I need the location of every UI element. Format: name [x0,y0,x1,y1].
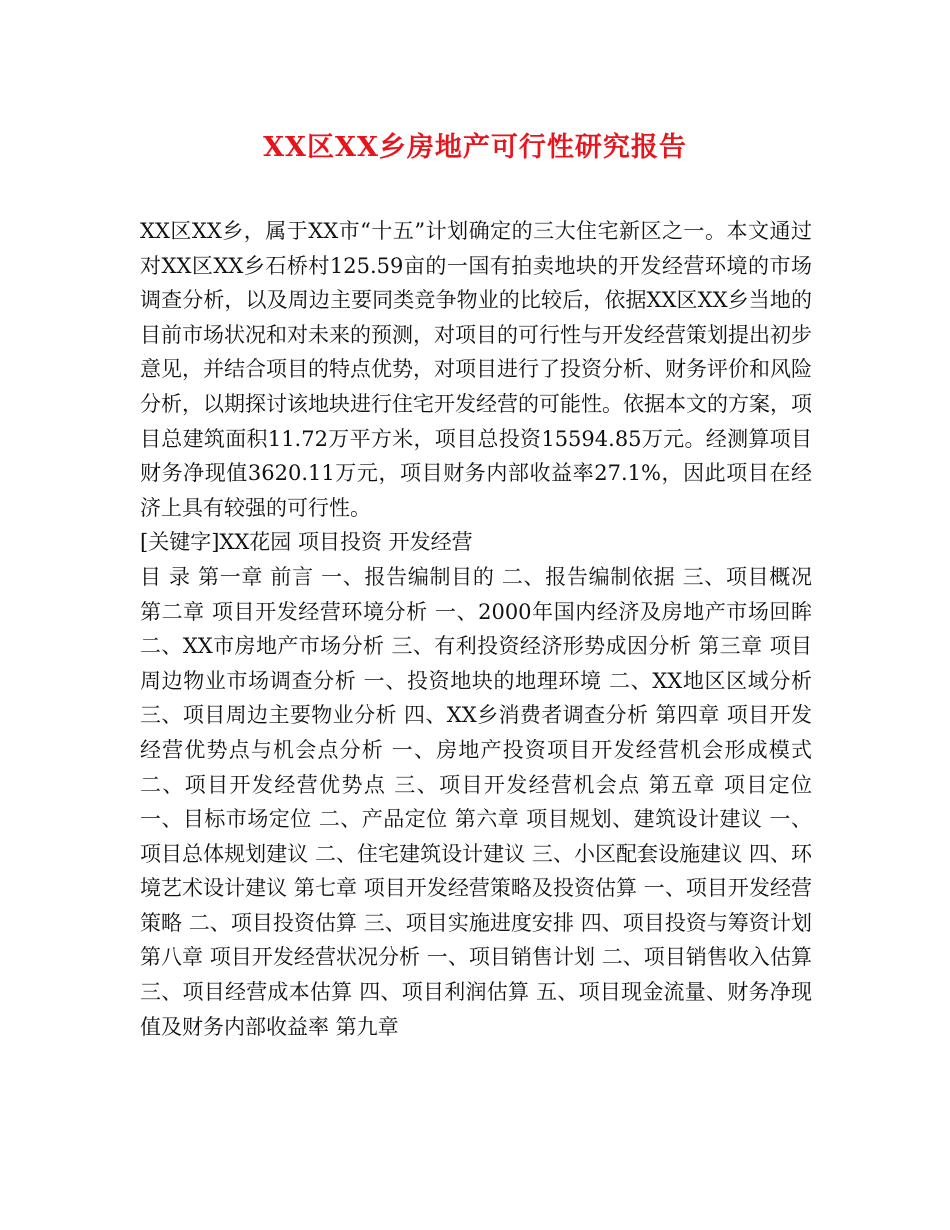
document-title: XX区XX乡房地产可行性研究报告 [263,132,687,163]
abstract-paragraph: XX区XX乡，属于XX市“十五”计划确定的三大住宅新区之一。本文通过对XX区XX乡石桥村125.59亩的一国有拍卖地块的开发经营环境的市场调查分析，以及周边主要同类竞争物业的比较后，依据XX区XX乡当地的目前市场状况和对未来的预测，对项目的可行性与开发经营策划提出初步意见，并结合项目的特点优势，对项目进行了投资分析、财务评价和风险分析，以期探讨该地块进行住宅开发经营的可能性。依据本文的方案，项目总建筑面积11.72万平方米，项目总投资15594.85万元。经测算项目财务净现值3620.11万元，项目财务内部收益率27.1%，因此项目在经济上具有较强的可行性。 [140,219,812,520]
document-body [140,214,812,1044]
table-of-contents: 目 录 第一章 前言 一、报告编制目的 二、报告编制依据 三、项目概况 第二章 项目开发经营环境分析 一、2000年国内经济及房地产市场回眸 二、XX市房地产市场分析 三、有利投资经济形势成因分析 第三章 项目周边物业市场调查分析 一、投资地块的地理环境 二、XX地区区域分析 三、项目周边主要物业分析 四、XX乡消费者调查分析 第四章 项目开发经营优势点与机会点分析 一、房地产投资项目开发经营机会形成模式 二、项目开发经营优势点 三、项目开发经营机会点 第五章 项目定位 一、目标市场定位 二、产品定位 第六章 项目规划、建筑设计建议 一、项目总体规划建议 二、住宅建筑设计建议 三、小区配套设施建议 四、环境艺术设计建议 第七章 项目开发经营策略及投资估算 一、项目开发经营策略 二、项目投资估算 三、项目实施进度安排 四、项目投资与筹资计划 第八章 项目开发经营状况分析 一、项目销售计划 二、项目销售收入估算 三、项目经营成本估算 四、项目利润估算 五、项目现金流量、财务净现值及财务内部收益率 第九章 [140,564,812,1039]
keywords-line: [关键字]XX花园 项目投资 开发经营 [140,530,473,555]
